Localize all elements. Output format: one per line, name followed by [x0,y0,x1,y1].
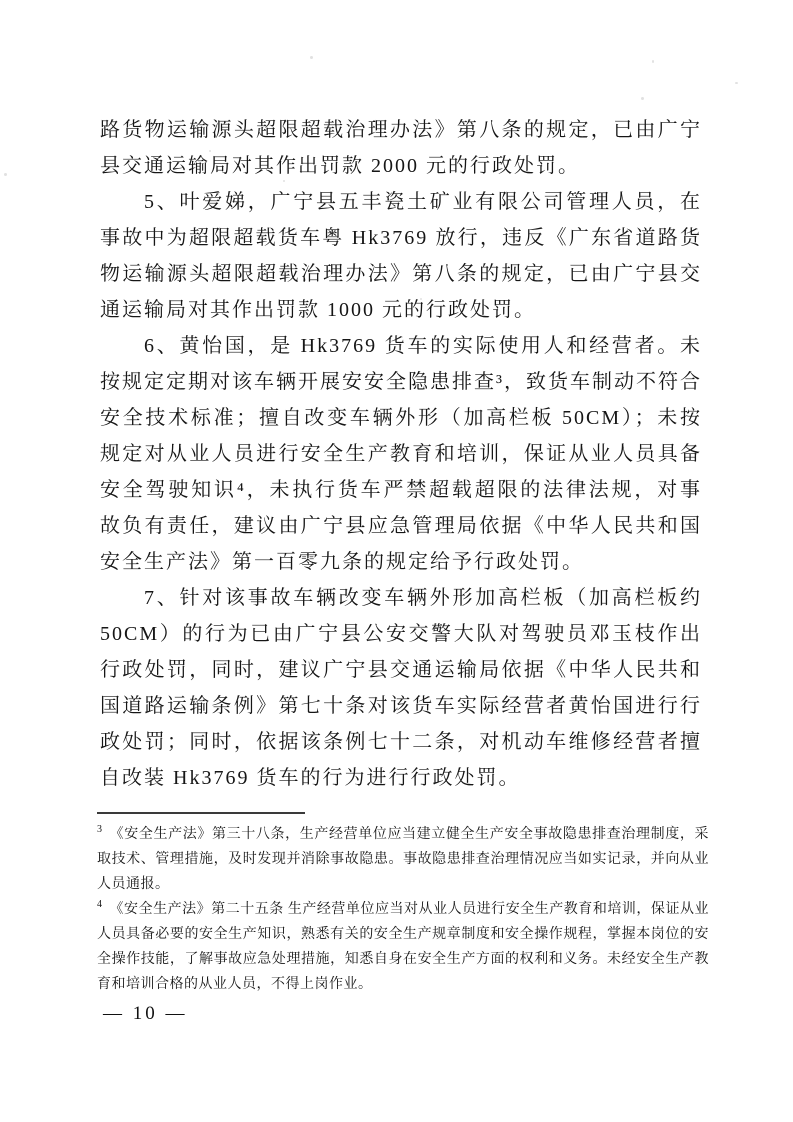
paragraph-item-7: 7、针对该事故车辆改变车辆外形加高栏板（加高栏板约 50CM）的行为已由广宁县公安交警大队对驾驶员邓玉枝作出行政处罚，同时，建议广宁县交通运输局依据《中华人民共和国道路运输条例》第七十条对该货车实际经营者黄怡国进行行政处罚；同时，依据该条例七十二条，对机动车维修经营者擅自改装 Hk3769 货车的行为进行行政处罚。 [100,587,702,789]
footnotes-section [97,812,709,997]
paragraph-continuation: 路货物运输源头超限超载治理办法》第八条的规定，已由广宁县交通运输局对其作出罚款 2000 元的行政处罚。 [100,119,702,177]
footnote-4-marker: 4 [97,899,103,911]
scan-noise-speck [735,82,738,84]
scan-noise-speck [641,97,644,100]
scan-noise-speck [652,60,654,63]
page-number: — 10 — [103,1003,188,1024]
paragraph-item-5: 5、叶爱娣，广宁县五丰瓷土矿业有限公司管理人员，在事故中为超限超载货车粤 Hk3769 放行，违反《广东省道路货物运输源头超限超载治理办法》第八条的规定，已由广宁县交通运输局对其作出罚款 1000 元的行政处罚。 [100,191,702,321]
paragraph-item-6: 6、黄怡国，是 Hk3769 货车的实际使用人和经营者。未按规定定期对该车辆开展安安全隐患排查³，致货车制动不符合安全技术标准；擅自改变车辆外形（加高栏板 50CM）；未按规定对从业人员进行安全生产教育和培训，保证从业人员具备安全驾驶知识⁴，未执行货车严禁超载超限的法律法规，对事故负有责任，建议由广宁县应急管理局依据《中华人民共和国安全生产法》第一百零九条的规定给予行政处罚。 [100,335,702,573]
footnote-3-text: 《安全生产法》第三十八条，生产经营单位应当建立健全生产安全事故隐患排查治理制度，采取技术、管理措施，及时发现并消除事故隐患。事故隐患排查治理情况应当如实记录，并向从业人员通报。 [97,827,709,892]
footnote-3 [97,822,709,897]
scan-noise-speck [4,173,7,176]
scan-noise-speck [310,56,313,59]
document-body [100,112,702,796]
footnote-4-text: 《安全生产法》第二十五条 生产经营单位应当对从业人员进行安全生产教育和培训，保证从业人员具备必要的安全生产知识，熟悉有关的安全生产规章制度和安全操作规程，掌握本岗位的安全操作技能，了解事故应急处理措施，知悉自身在安全生产方面的权利和义务。未经安全生产教育和培训合格的从业人员，不得上岗作业。 [97,902,709,992]
footnote-divider [97,812,305,814]
footnote-4 [97,897,709,997]
footnote-3-marker: 3 [97,824,103,836]
